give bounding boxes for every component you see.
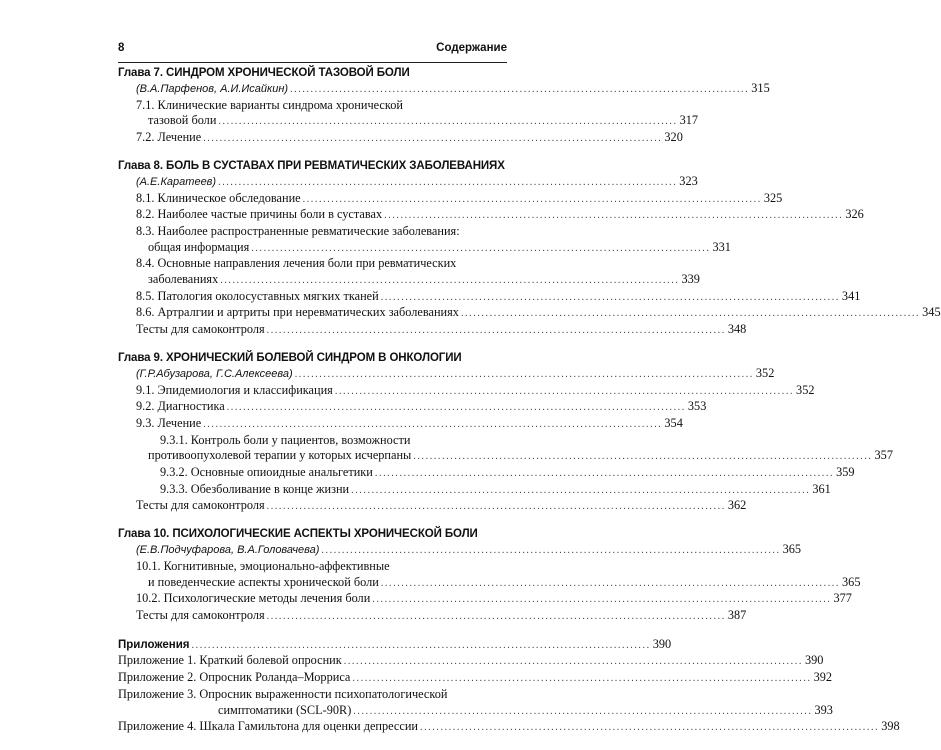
chapter-9-title: Глава 9. ХРОНИЧЕСКИЙ БОЛЕВОЙ СИНДРОМ В ОНКОЛОГИИ (118, 351, 462, 364)
appendix-2[interactable]: Приложение 2. Опросник Роланда–Морриса ................................................................................................................ 392 (118, 670, 833, 685)
toc-entry-8-1[interactable]: 8.1. Клиническое обследование ................................................................................................................ 325 (136, 190, 783, 205)
toc-entry-8-4[interactable]: 8.4. Основные направления лечения боли при ревматических заболеваниях ................................................................................................................ 339 (136, 256, 700, 287)
toc-entry-9-2[interactable]: 9.2. Диагностика ................................................................................................................ 353 (136, 399, 707, 414)
chapter-8-authors: (А.Е.Каратеев) ................................................................................................................ 323 (136, 173, 698, 188)
chapter-10-title: Глава 10. ПСИХОЛОГИЧЕСКИЕ АСПЕКТЫ ХРОНИЧЕСКОЙ БОЛИ (118, 528, 478, 541)
appendices-title[interactable]: Приложения ................................................................................................................ 390 (118, 636, 672, 651)
toc-entry-10-1[interactable]: 10.1. Когнитивные, эмоционально-аффективные и поведенческие аспекты хронической боли ................................................................................................................ 365 (136, 558, 861, 589)
appendix-1[interactable]: Приложение 1. Краткий болевой опросник ................................................................................................................ 390 (118, 653, 824, 668)
chapter-8-title: Глава 8. БОЛЬ В СУСТАВАХ ПРИ РЕВМАТИЧЕСКИХ ЗАБОЛЕВАНИЯХ (118, 159, 505, 172)
page-number: 8 (118, 42, 125, 54)
chapter-10-authors: (Е.В.Подчуфарова, В.А.Головачева) ................................................................................................................ 365 (136, 542, 802, 557)
toc-entry-7-2[interactable]: 7.2. Лечение ................................................................................................................ 320 (136, 130, 683, 145)
page-header (118, 40, 507, 63)
chapter-7-title: Глава 7. СИНДРОМ ХРОНИЧЕСКОЙ ТАЗОВОЙ БОЛИ (118, 67, 410, 79)
toc-entry-9-1[interactable]: 9.1. Эпидемиология и классификация ................................................................................................................ 352 (136, 382, 815, 397)
toc-entry-10-tests[interactable]: Тесты для самоконтроля ................................................................................................................ 387 (136, 607, 747, 622)
toc-entry-9-3[interactable]: 9.3. Лечение ................................................................................................................ 354 (136, 415, 683, 430)
table-of-contents (118, 66, 941, 736)
toc-entry-9-3-1[interactable]: 9.3.1. Контроль боли у пациентов, возможности противоопухолевой терапии у которых исчерпаны ................................................................................................................ 357 (148, 432, 893, 463)
appendix-3[interactable]: Приложение 3. Опросник выраженности психопатологической симптоматики (SCL-90R) ................................................................................................................ 393 (118, 686, 833, 717)
toc-entry-9-tests[interactable]: Тесты для самоконтроля ................................................................................................................ 362 (136, 498, 747, 513)
toc-entry-7-1[interactable]: 7.1. Клинические варианты синдрома хронической тазовой боли ................................................................................................................ 317 (136, 97, 699, 128)
toc-entry-10-2[interactable]: 10.2. Психологические методы лечения боли ................................................................................................................ 377 (136, 591, 852, 606)
chapter-9-authors: (Г.Р.Абузарова, Г.С.Алексеева) ................................................................................................................ 352 (136, 365, 775, 380)
toc-entry-9-3-2[interactable]: 9.3.2. Основные опиоидные анальгетики ................................................................................................................ 359 (160, 465, 855, 480)
toc-entry-9-3-3[interactable]: 9.3.3. Обезболивание в конце жизни ................................................................................................................ 361 (160, 481, 831, 496)
toc-entry-8-5[interactable]: 8.5. Патология околосуставных мягких тканей ................................................................................................................ 341 (136, 288, 861, 303)
toc-entry-8-2[interactable]: 8.2. Наиболее частые причины боли в суставах ................................................................................................................ 326 (136, 207, 864, 222)
appendix-4[interactable]: Приложение 4. Шкала Гамильтона для оценки депрессии ................................................................................................................ 398 (118, 719, 900, 734)
toc-entry-8-6[interactable]: 8.6. Артралгии и артриты при неревматических заболеваниях ................................................................................................................ 345 (136, 305, 941, 320)
toc-entry-8-3[interactable]: 8.3. Наиболее распространенные ревматические заболевания: общая информация ................................................................................................................ 331 (136, 223, 731, 254)
toc-entry-8-tests[interactable]: Тесты для самоконтроля ................................................................................................................ 348 (136, 322, 747, 337)
section-title: Содержание (436, 42, 507, 54)
chapter-7-authors: (В.А.Парфенов, А.И.Исайкин) ................................................................................................................ 315 (136, 81, 770, 95)
